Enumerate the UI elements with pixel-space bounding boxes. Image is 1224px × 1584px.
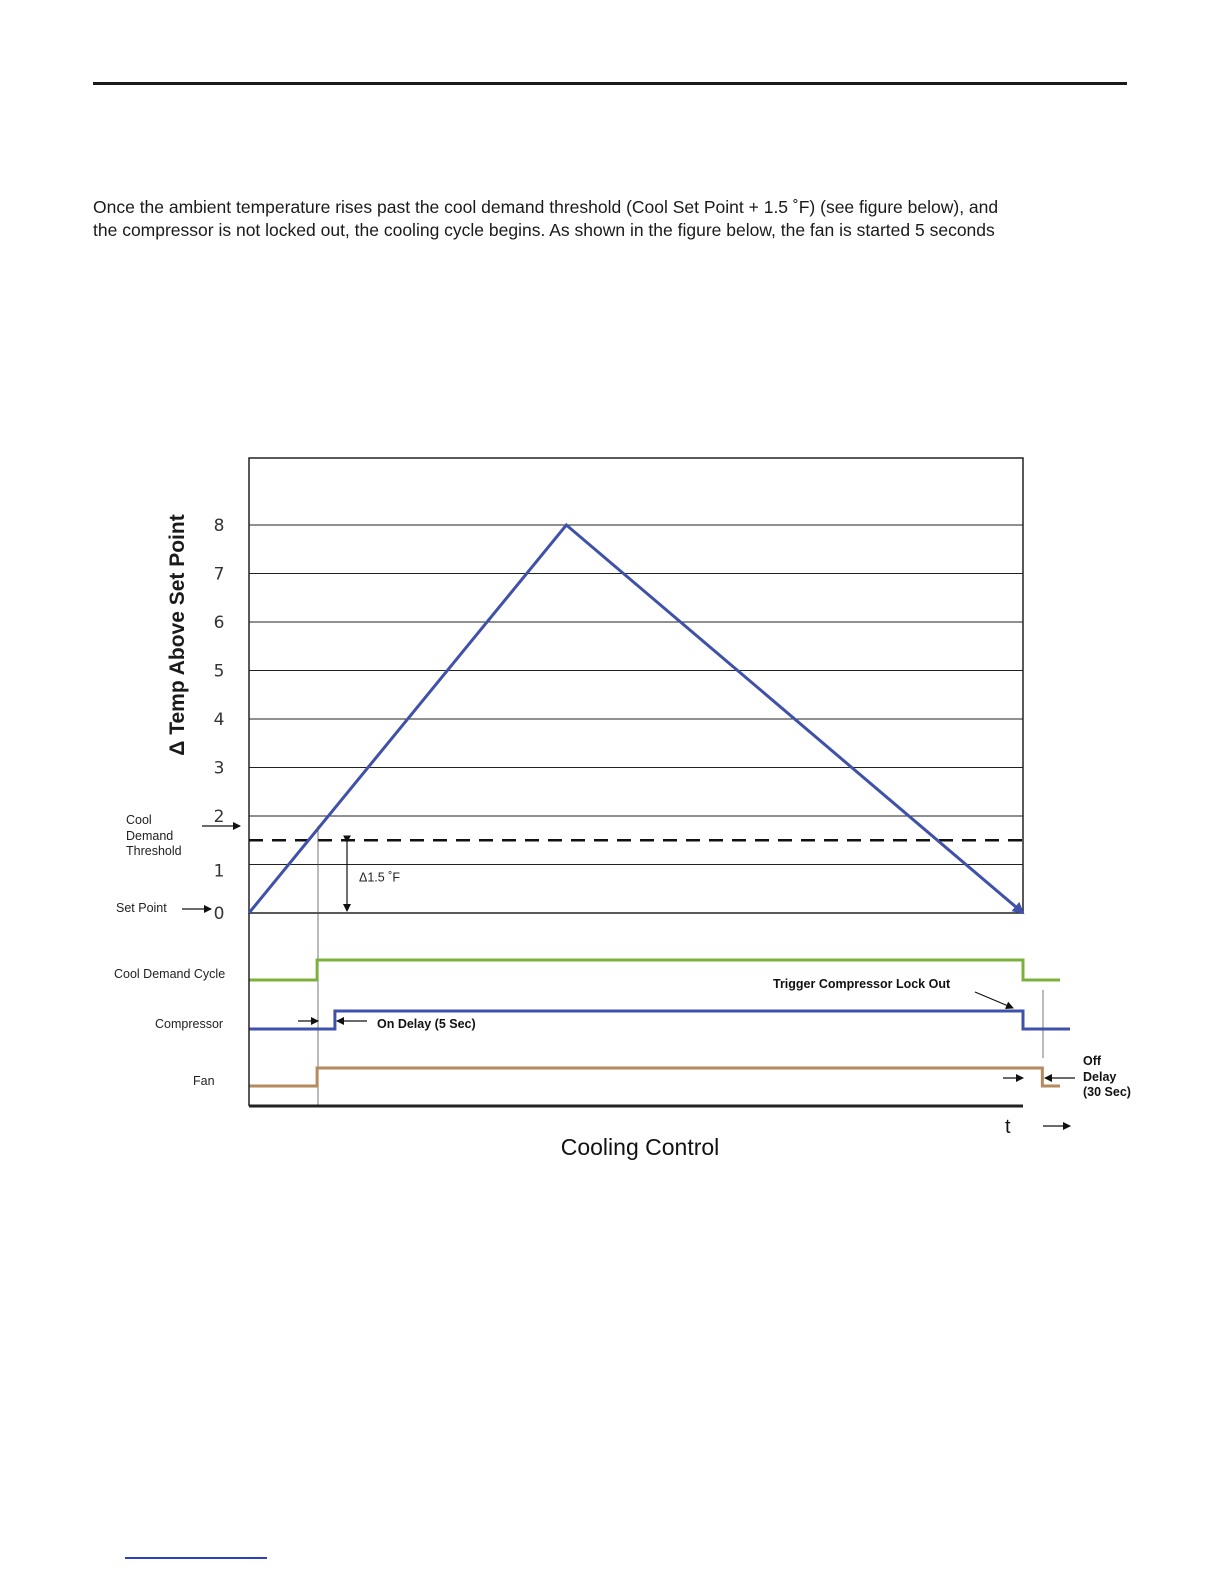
y-tick-label-4: 4 bbox=[213, 710, 225, 730]
signal-label-compressor: Compressor bbox=[155, 1017, 224, 1031]
y-axis-title: Δ Temp Above Set Point bbox=[166, 514, 189, 756]
threshold-label-line3: Threshold bbox=[126, 844, 182, 858]
x-axis-label: t bbox=[1005, 1116, 1011, 1138]
chart-title: Cooling Control bbox=[560, 1134, 720, 1160]
y-tick-label-2: 2 bbox=[213, 807, 225, 827]
signal-label-fan: Fan bbox=[193, 1074, 215, 1088]
signal-label-demand: Cool Demand Cycle bbox=[114, 967, 226, 981]
off-delay-label-3: (30 Sec) bbox=[1083, 1085, 1131, 1099]
plot-frame bbox=[249, 458, 1023, 913]
y-tick-label-8: 8 bbox=[213, 516, 225, 536]
y-tick-label-6: 6 bbox=[213, 613, 225, 633]
y-tick-label-1: 1 bbox=[213, 861, 225, 882]
footer-link-underline bbox=[125, 1557, 267, 1559]
threshold-label-line2: Demand bbox=[126, 829, 174, 843]
on-delay-label: On Delay (5 Sec) bbox=[377, 1017, 476, 1031]
paragraph-line-2: the compressor is not locked out, the cooling cycle begins. As shown in the figure below, the fan is started 5 seconds bbox=[93, 220, 995, 240]
y-tick-label-3: 3 bbox=[213, 758, 225, 779]
off-delay-label-1: Off bbox=[1083, 1054, 1102, 1068]
y-tick-label-7: 7 bbox=[213, 564, 225, 585]
y-ticks bbox=[214, 516, 225, 924]
delta-label: Δ1.5 ˚F bbox=[359, 870, 400, 885]
off-delay-label-2: Delay bbox=[1083, 1070, 1117, 1084]
threshold-label-line1: Cool bbox=[126, 813, 152, 827]
setpoint-label: Set Point bbox=[116, 901, 167, 915]
trigger-label: Trigger Compressor Lock Out bbox=[773, 977, 951, 991]
paragraph-line-1: Once the ambient temperature rises past the cool demand threshold (Cool Set Point + 1.5 ˚F) (see figure below), and bbox=[93, 197, 999, 217]
y-tick-label-0: 0 bbox=[213, 904, 225, 924]
signal-trace-fan bbox=[249, 1068, 1060, 1086]
signal-trace-compressor bbox=[249, 1011, 1070, 1029]
y-tick-label-5: 5 bbox=[213, 661, 225, 682]
trigger-arrow bbox=[975, 992, 1013, 1008]
